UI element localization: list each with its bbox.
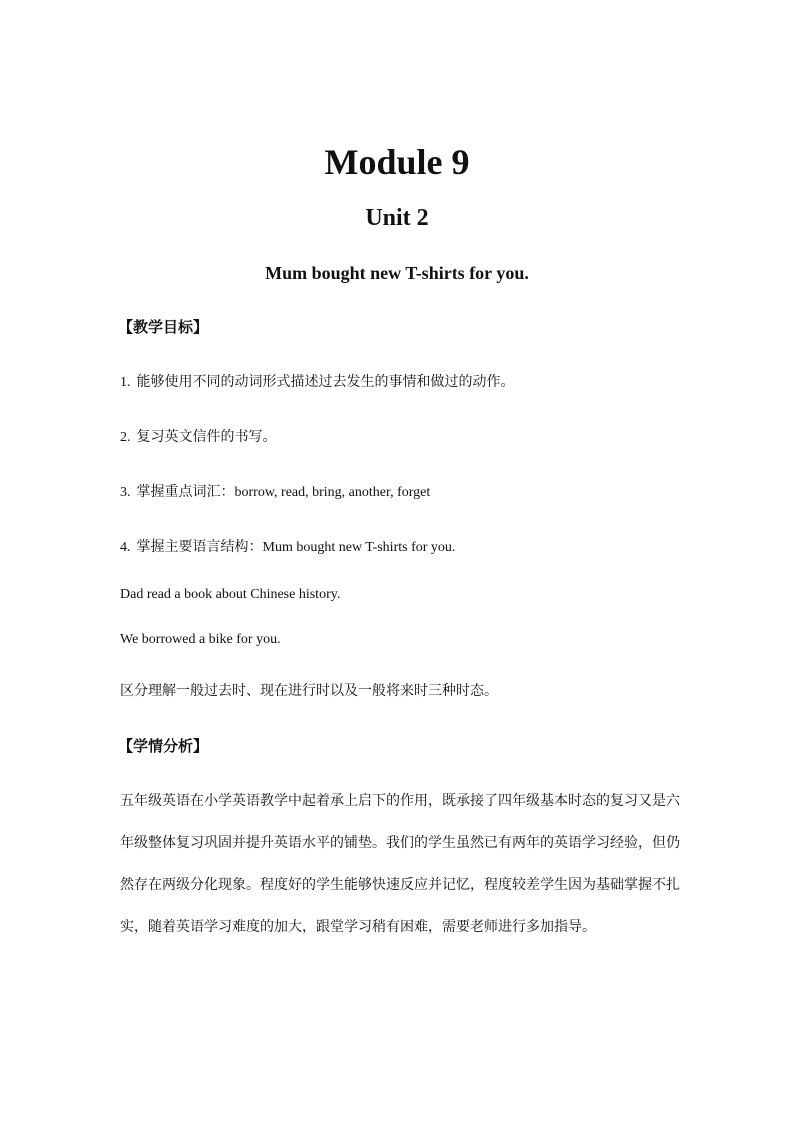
- example-sentence-2: We borrowed a bike for you.: [120, 632, 281, 647]
- objective-number: 4.: [120, 540, 131, 555]
- analysis-heading: 【学情分析】: [118, 737, 209, 755]
- tense-note: 区分理解一般过去时、现在进行时以及一般将来时三种时态。: [120, 683, 498, 699]
- objective-number: 2.: [120, 430, 131, 445]
- objective-item-1: [120, 372, 690, 393]
- objective-structure: Mum bought new T-shirts for you.: [262, 540, 456, 555]
- objective-number: 3.: [120, 485, 131, 500]
- analysis-paragraph: 五年级英语在小学英语教学中起着承上启下的作用，既承接了四年级基本时态的复习又是六年级整体复习巩固并提升英语水平的铺垫。我们的学生虽然已有两年的英语学习经验，但仍然存在两级分化现象。程度好的学生能够快速反应并记忆，程度较差学生因为基础掌握不扎实，随着英语学习难度的加大，跟堂学习稍有困难，需要老师进行多加指导。: [120, 793, 680, 935]
- lesson-subtitle: Mum bought new T-shirts for you.: [265, 263, 529, 283]
- objective-item-3: [120, 482, 690, 503]
- example-sentence-1: Dad read a book about Chinese history.: [120, 587, 341, 602]
- objectives-heading: 【教学目标】: [118, 318, 209, 336]
- objective-item-2: [120, 427, 690, 448]
- module-title: Module 9: [324, 142, 470, 182]
- objective-vocabulary: borrow, read, bring, another, forget: [234, 485, 431, 500]
- objective-text: 掌握重点词汇：: [136, 484, 235, 500]
- objective-item-4: [120, 537, 690, 558]
- objective-text: 能够使用不同的动词形式描述过去发生的事情和做过的动作。: [136, 374, 515, 390]
- objective-number: 1.: [120, 375, 131, 390]
- objective-text: 掌握主要语言结构：: [136, 539, 263, 555]
- objective-text: 复习英文信件的书写。: [136, 429, 277, 445]
- unit-title: Unit 2: [365, 205, 429, 231]
